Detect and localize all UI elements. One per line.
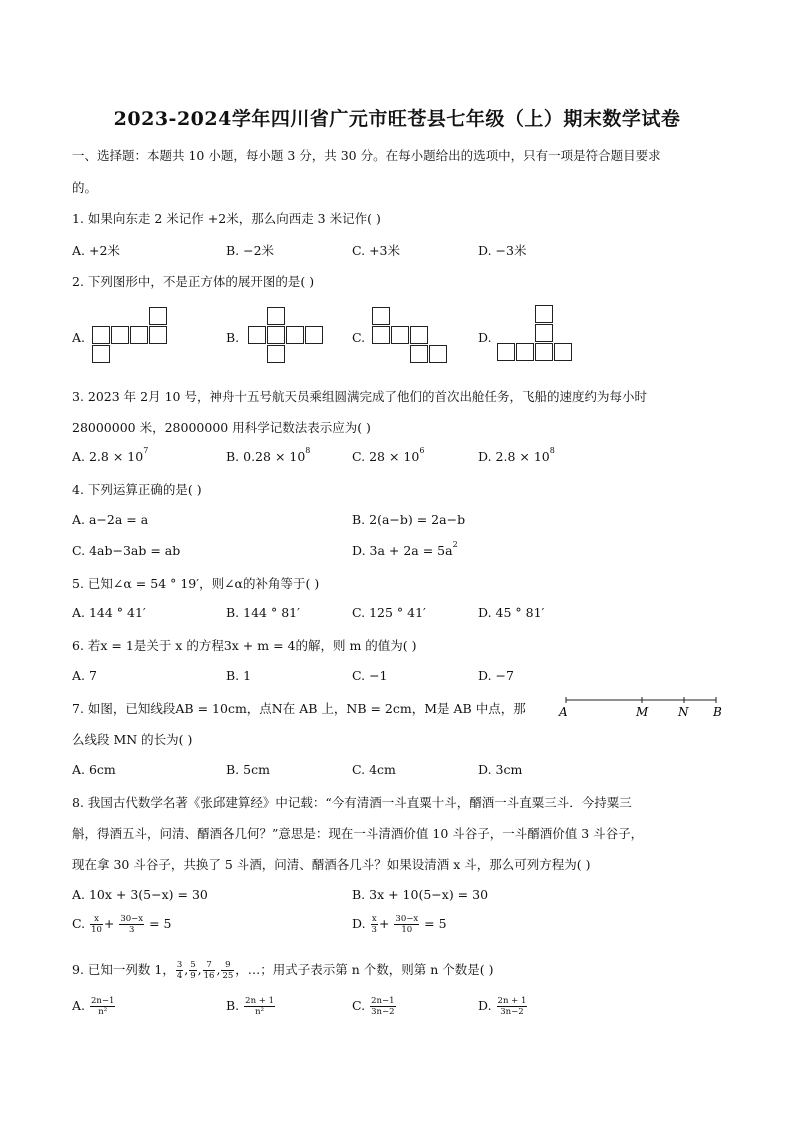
fraction: $\frac{5}{9}$ bbox=[190, 960, 196, 981]
fraction: $\frac{x}{10}$ bbox=[91, 914, 102, 935]
fraction: $\frac{2n + 1}{\text{n²}}$ bbox=[245, 996, 274, 1017]
q8-option-c[interactable]: C. $\frac{x}{10}$ + $\frac{30-x}{3}$ = 5 bbox=[72, 914, 172, 935]
fraction: $\frac{7}{16}$ bbox=[203, 960, 215, 981]
fraction: $\frac{9}{25}$ bbox=[222, 960, 234, 981]
section-heading: 一、选择题：本题共 10 小题，每小题 3 分，共 30 分。在每小题给出的选项中，只有一项是符合题目要求 bbox=[72, 148, 661, 163]
q9-option-c[interactable]: C. $\frac{2n-1}{3n-2}$ bbox=[352, 996, 395, 1017]
point-label-a: A bbox=[559, 705, 568, 719]
q5-option-d[interactable]: D. 45 ° 81′ bbox=[478, 605, 545, 620]
line-segment-figure bbox=[558, 692, 728, 722]
question-8-stem-cont1: 斛，得酒五斗，问清、醑酒各几何？”意思是：现在一斗清酒价值 10 斗谷子，一斗醑酒价值 3 斗谷子， bbox=[72, 826, 644, 841]
q6-option-d[interactable]: D. −7 bbox=[478, 668, 514, 683]
q6-option-c[interactable]: C. −1 bbox=[352, 668, 388, 683]
q9-option-a[interactable]: A. $\frac{2n-1}{\text{n²}}$ bbox=[72, 996, 115, 1017]
section-heading-cont: 的。 bbox=[72, 180, 98, 195]
q5-option-c[interactable]: C. 125 ° 41′ bbox=[352, 605, 426, 620]
q3-option-c[interactable]: C. $28 \times 10^6$ bbox=[352, 446, 425, 464]
q5-option-b[interactable]: B. 144 ° 81′ bbox=[226, 605, 300, 620]
q2-option-b[interactable]: B. bbox=[226, 330, 240, 345]
q8-option-d[interactable]: D. $\frac{x}{3}$ + $\frac{30-x}{10}$ = 5 bbox=[352, 914, 447, 935]
q4-option-b[interactable]: B. 2(a−b) = 2a−b bbox=[352, 512, 466, 527]
question-1-stem: 1. 如果向东走 2 米记作 +2米，那么向西走 3 米记作( ) bbox=[72, 211, 381, 226]
question-8-stem-cont2: 现在拿 30 斗谷子，共换了 5 斗酒，问清、醑酒各几斗？如果设清酒 x 斗，那么可列方程为( ) bbox=[72, 857, 591, 872]
point-label-b: B bbox=[713, 705, 722, 719]
q7-option-a[interactable]: A. 6cm bbox=[72, 762, 116, 777]
question-8-stem: 8. 我国古代数学名著《张邱建算经》中记载：“今有清酒一斗直粟十斗，醑酒一斗直粟三斗．今持粟三 bbox=[72, 795, 632, 810]
question-5-stem: 5. 已知∠α = 54 ° 19′，则∠α的补角等于( ) bbox=[72, 576, 320, 591]
q6-option-a[interactable]: A. 7 bbox=[72, 668, 97, 683]
q1-option-c[interactable]: C. +3米 bbox=[352, 243, 400, 258]
q1-option-b[interactable]: B. −2米 bbox=[226, 243, 275, 258]
question-7-stem: 7. 如图，已知线段AB = 10cm，点N在 AB 上，NB = 2cm，M是 AB 中点，那 bbox=[72, 701, 526, 716]
q8-option-b[interactable]: B. 3x + 10(5−x) = 30 bbox=[352, 887, 489, 902]
question-2-stem: 2. 下列图形中，不是正方体的展开图的是( ) bbox=[72, 274, 315, 289]
q4-option-c[interactable]: C. 4ab−3ab = ab bbox=[72, 543, 181, 558]
fraction: $\frac{2n-1}{3n-2}$ bbox=[371, 996, 395, 1017]
question-4-stem: 4. 下列运算正确的是( ) bbox=[72, 482, 202, 497]
fraction: $\frac{30-x}{10}$ bbox=[395, 914, 419, 935]
q9-option-d[interactable]: D. $\frac{2n + 1}{3n-2}$ bbox=[478, 996, 527, 1017]
q4-option-d[interactable]: D. $3a + 2a = 5a^2$ bbox=[352, 540, 458, 558]
q2-option-c[interactable]: C. bbox=[352, 330, 366, 345]
fraction: $\frac{2n-1}{\text{n²}}$ bbox=[91, 996, 115, 1017]
q1-option-a[interactable]: A. +2米 bbox=[72, 243, 120, 258]
question-6-stem: 6. 若x = 1是关于 x 的方程3x + m = 4的解，则 m 的值为( ) bbox=[72, 638, 417, 653]
q7-option-d[interactable]: D. 3cm bbox=[478, 762, 523, 777]
q3-option-a[interactable]: A. $2.8 \times 10^7$ bbox=[72, 446, 149, 464]
q6-option-b[interactable]: B. 1 bbox=[226, 668, 252, 683]
q3-option-d[interactable]: D. $2.8 \times 10^8$ bbox=[478, 446, 555, 464]
q9-option-b[interactable]: B. $\frac{2n + 1}{\text{n²}}$ bbox=[226, 996, 274, 1017]
point-label-m: M bbox=[636, 705, 649, 719]
question-7-stem-cont: 么线段 MN 的长为( ) bbox=[72, 732, 193, 747]
q5-option-a[interactable]: A. 144 ° 41′ bbox=[72, 605, 146, 620]
q2-option-d[interactable]: D. bbox=[478, 330, 492, 345]
fraction: $\frac{30-x}{3}$ bbox=[120, 914, 144, 935]
fraction: $\frac{2n + 1}{3n-2}$ bbox=[497, 996, 527, 1017]
fraction: $\frac{x}{3}$ bbox=[371, 914, 377, 935]
q7-option-c[interactable]: C. 4cm bbox=[352, 762, 396, 777]
q3-option-b[interactable]: B. $0.28 \times 10^8$ bbox=[226, 446, 311, 464]
question-3-stem: 3. 2023 年 2月 10 号，神舟十五号航天员乘组圆满完成了他们的首次出舱任务，飞船的速度约为每小时 bbox=[72, 389, 647, 404]
q7-option-b[interactable]: B. 5cm bbox=[226, 762, 270, 777]
question-3-stem-cont: 28000000 米，28000000 用科学记数法表示应为( ) bbox=[72, 420, 371, 435]
q2-option-a[interactable]: A. bbox=[72, 330, 86, 345]
fraction: $\frac{3}{4}$ bbox=[176, 960, 183, 981]
q4-option-a[interactable]: A. a−2a = a bbox=[72, 512, 149, 527]
page-title: 2023-2024学年四川省广元市旺苍县七年级（上）期末数学试卷 bbox=[113, 108, 681, 130]
question-9-stem: 9. 已知一列数 1， $\frac{3}{4}$ , $\frac{5}{9}$ , $\frac{7}{16}$ , $\frac{9}{25}$ ，…；用式子表示第 n 个数，则第 n 个数是( ) bbox=[72, 960, 494, 981]
q8-option-a[interactable]: A. 10x + 3(5−x) = 30 bbox=[72, 887, 208, 902]
point-label-n: N bbox=[678, 705, 689, 719]
q1-option-d[interactable]: D. −3米 bbox=[478, 243, 527, 258]
